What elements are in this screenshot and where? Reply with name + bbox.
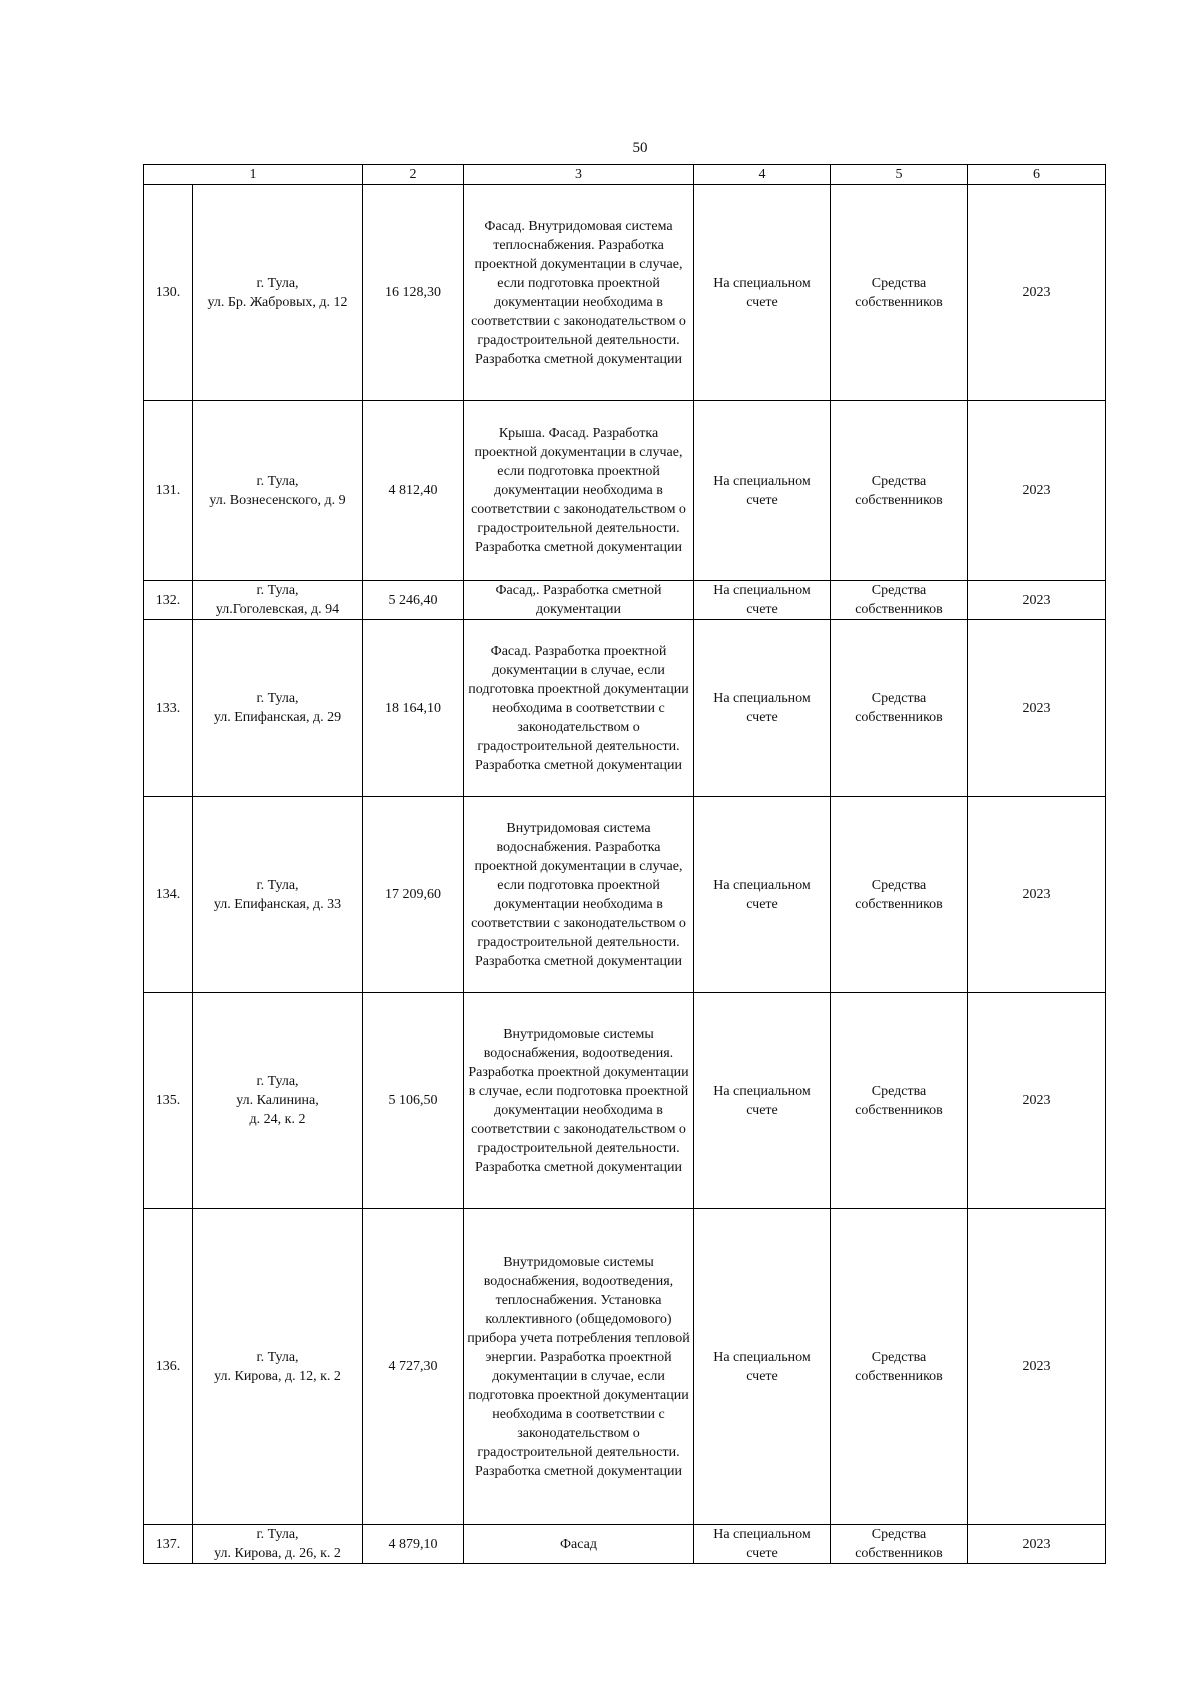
- column-number-row: [144, 165, 1106, 185]
- address-cell: г. Тула, ул.Гоголевская, д. 94: [193, 581, 363, 620]
- row-number-cell: 137.: [144, 1525, 193, 1564]
- address-cell: г. Тула, ул. Калинина, д. 24, к. 2: [193, 993, 363, 1209]
- account-cell: На специальном счете: [694, 620, 831, 797]
- works-cell: Крыша. Фасад. Разработка проектной документации в случае, если подготовка проектной документации необходима в соответствии с законодательством о градостроительной деятельности. Разработка сметной документации: [464, 401, 694, 581]
- table-row: [144, 797, 1106, 993]
- account-cell: На специальном счете: [694, 401, 831, 581]
- amount-cell: 5 106,50: [363, 993, 464, 1209]
- address-cell: г. Тула, ул. Бр. Жабровых, д. 12: [193, 185, 363, 401]
- funding-source-cell: Средства собственников: [831, 185, 968, 401]
- funding-source-cell: Средства собственников: [831, 1209, 968, 1525]
- column-header: 4: [694, 165, 831, 185]
- works-cell: Фасад. Разработка проектной документации в случае, если подготовка проектной документации необходима в соответствии с законодательством о градостроительной деятельности. Разработка сметной документации: [464, 620, 694, 797]
- year-cell: 2023: [968, 1525, 1106, 1564]
- year-cell: 2023: [968, 797, 1106, 993]
- row-number-cell: 132.: [144, 581, 193, 620]
- amount-cell: 16 128,30: [363, 185, 464, 401]
- works-cell: Внутридомовые системы водоснабжения, водоотведения, теплоснабжения. Установка коллективного (общедомового) прибора учета потребления тепловой энергии. Разработка проектной документации в случае, если подготовка проектной документации необходима в соответствии с законодательством о градостроительной деятельности. Разработка сметной документации: [464, 1209, 694, 1525]
- works-cell: Внутридомовые системы водоснабжения, водоотведения. Разработка проектной документации в случае, если подготовка проектной документации необходима в соответствии с законодательством о градостроительной деятельности. Разработка сметной документации: [464, 993, 694, 1209]
- year-cell: 2023: [968, 620, 1106, 797]
- table-row: [144, 1525, 1106, 1564]
- account-cell: На специальном счете: [694, 1525, 831, 1564]
- works-cell: Фасад,. Разработка сметной документации: [464, 581, 694, 620]
- row-number-cell: 136.: [144, 1209, 193, 1525]
- year-cell: 2023: [968, 993, 1106, 1209]
- table-row: [144, 993, 1106, 1209]
- column-header: 1: [144, 165, 363, 185]
- address-cell: г. Тула, ул. Епифанская, д. 33: [193, 797, 363, 993]
- table-row: [144, 401, 1106, 581]
- amount-cell: 17 209,60: [363, 797, 464, 993]
- amount-cell: 4 879,10: [363, 1525, 464, 1564]
- funding-source-cell: Средства собственников: [831, 1525, 968, 1564]
- account-cell: На специальном счете: [694, 993, 831, 1209]
- works-cell: Фасад. Внутридомовая система теплоснабжения. Разработка проектной документации в случае, если подготовка проектной документации необходима в соответствии с законодательством о градостроительной деятельности. Разработка сметной документации: [464, 185, 694, 401]
- funding-source-cell: Средства собственников: [831, 993, 968, 1209]
- works-cell: Фасад: [464, 1525, 694, 1564]
- column-header: 2: [363, 165, 464, 185]
- account-cell: На специальном счете: [694, 581, 831, 620]
- amount-cell: 18 164,10: [363, 620, 464, 797]
- address-cell: г. Тула, ул. Кирова, д. 12, к. 2: [193, 1209, 363, 1525]
- column-header: 5: [831, 165, 968, 185]
- amount-cell: 4 812,40: [363, 401, 464, 581]
- funding-source-cell: Средства собственников: [831, 581, 968, 620]
- account-cell: На специальном счете: [694, 1209, 831, 1525]
- column-header: 3: [464, 165, 694, 185]
- address-cell: г. Тула, ул. Епифанская, д. 29: [193, 620, 363, 797]
- table-row: [144, 1209, 1106, 1525]
- year-cell: 2023: [968, 401, 1106, 581]
- page-number: 50: [632, 140, 648, 156]
- address-cell: г. Тула, ул. Кирова, д. 26, к. 2: [193, 1525, 363, 1564]
- year-cell: 2023: [968, 1209, 1106, 1525]
- works-cell: Внутридомовая система водоснабжения. Разработка проектной документации в случае, если подготовка проектной документации необходима в соответствии с законодательством о градостроительной деятельности. Разработка сметной документации: [464, 797, 694, 993]
- column-header: 6: [968, 165, 1106, 185]
- table-row: [144, 185, 1106, 401]
- account-cell: На специальном счете: [694, 185, 831, 401]
- capital-repair-table: [143, 164, 1106, 1564]
- funding-source-cell: Средства собственников: [831, 620, 968, 797]
- row-number-cell: 134.: [144, 797, 193, 993]
- funding-source-cell: Средства собственников: [831, 401, 968, 581]
- funding-source-cell: Средства собственников: [831, 797, 968, 993]
- table-row: [144, 620, 1106, 797]
- row-number-cell: 131.: [144, 401, 193, 581]
- amount-cell: 4 727,30: [363, 1209, 464, 1525]
- address-cell: г. Тула, ул. Вознесенского, д. 9: [193, 401, 363, 581]
- amount-cell: 5 246,40: [363, 581, 464, 620]
- row-number-cell: 130.: [144, 185, 193, 401]
- year-cell: 2023: [968, 185, 1106, 401]
- row-number-cell: 133.: [144, 620, 193, 797]
- account-cell: На специальном счете: [694, 797, 831, 993]
- row-number-cell: 135.: [144, 993, 193, 1209]
- table-row: [144, 581, 1106, 620]
- year-cell: 2023: [968, 581, 1106, 620]
